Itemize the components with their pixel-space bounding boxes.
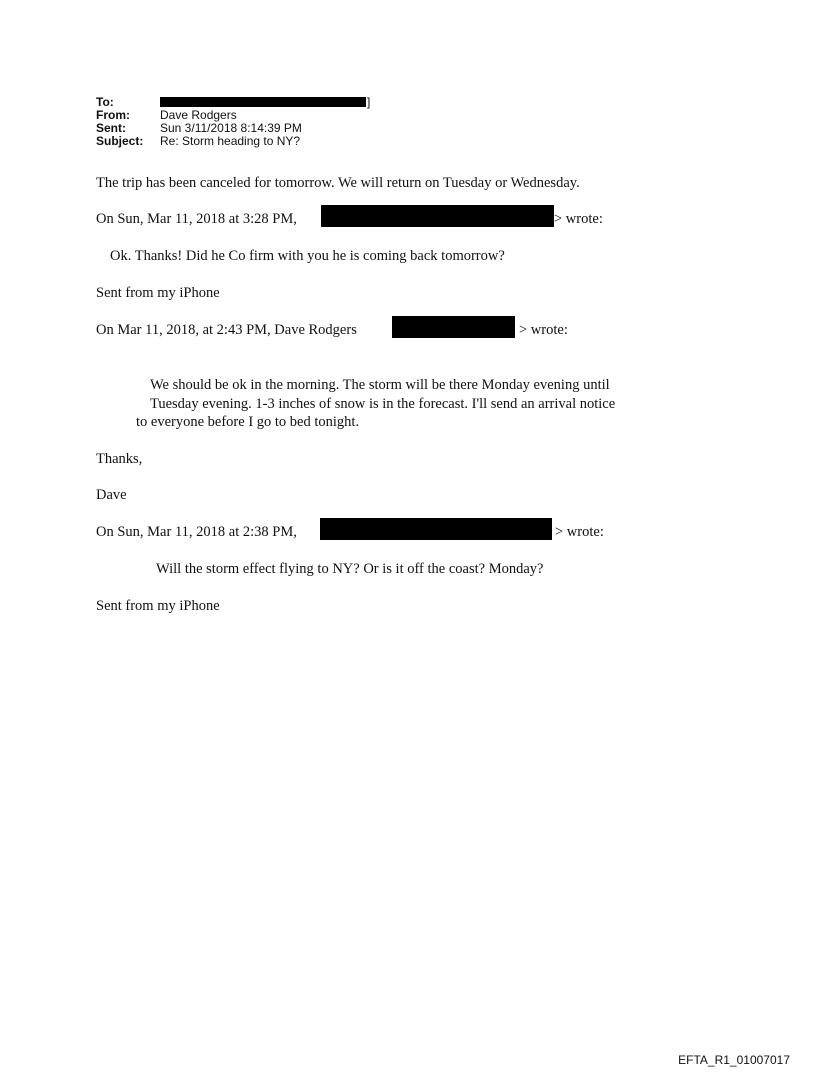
email-header [96, 96, 370, 148]
quote1-prefix: On Sun, Mar 11, 2018 at 3:28 PM, [96, 211, 297, 227]
from-label: From: [96, 108, 130, 122]
quote1-suffix: > wrote: [554, 211, 603, 227]
quote2-prefix: On Mar 11, 2018, at 2:43 PM, Dave Rodgers [96, 322, 357, 338]
redaction-box [160, 97, 366, 107]
from-value: Dave Rodgers [160, 108, 237, 122]
signature: Sent from my iPhone [96, 285, 220, 301]
bates-number: EFTA_R1_01007017 [678, 1053, 790, 1067]
closing-thanks: Thanks, [96, 451, 143, 467]
quote2-line: Tuesday evening. 1-3 inches of snow is in the forecast. I'll send an arrival notice [150, 396, 616, 412]
subject-value: Re: Storm heading to NY? [160, 134, 301, 148]
quote2-suffix: > wrote: [519, 322, 568, 338]
redaction-box [320, 518, 552, 540]
quote1-text: Ok. Thanks! Did he Co firm with you he is coming back tomorrow? [110, 248, 505, 264]
closing-name: Dave [96, 487, 127, 503]
quote3-prefix: On Sun, Mar 11, 2018 at 2:38 PM, [96, 524, 297, 540]
sent-value: Sun 3/11/2018 8:14:39 PM [160, 121, 302, 135]
quote1-header [96, 211, 297, 228]
redaction-box [321, 205, 554, 227]
quote3-suffix: > wrote: [555, 524, 604, 540]
reply-text: The trip has been canceled for tomorrow. We will return on Tuesday or Wednesday. [96, 175, 580, 191]
sent-label: Sent: [96, 121, 126, 135]
redaction-box [392, 316, 515, 338]
subject-row [96, 135, 370, 148]
quote2-line: We should be ok in the morning. The storm will be there Monday evening until [150, 377, 610, 393]
to-label: To: [96, 95, 114, 109]
to-value-text: ] [367, 95, 371, 109]
quote3-text: Will the storm effect flying to NY? Or is it off the coast? Monday? [156, 561, 544, 577]
subject-label: Subject: [96, 134, 144, 148]
signature: Sent from my iPhone [96, 598, 220, 614]
quote2-line: to everyone before I go to bed tonight. [136, 414, 360, 430]
